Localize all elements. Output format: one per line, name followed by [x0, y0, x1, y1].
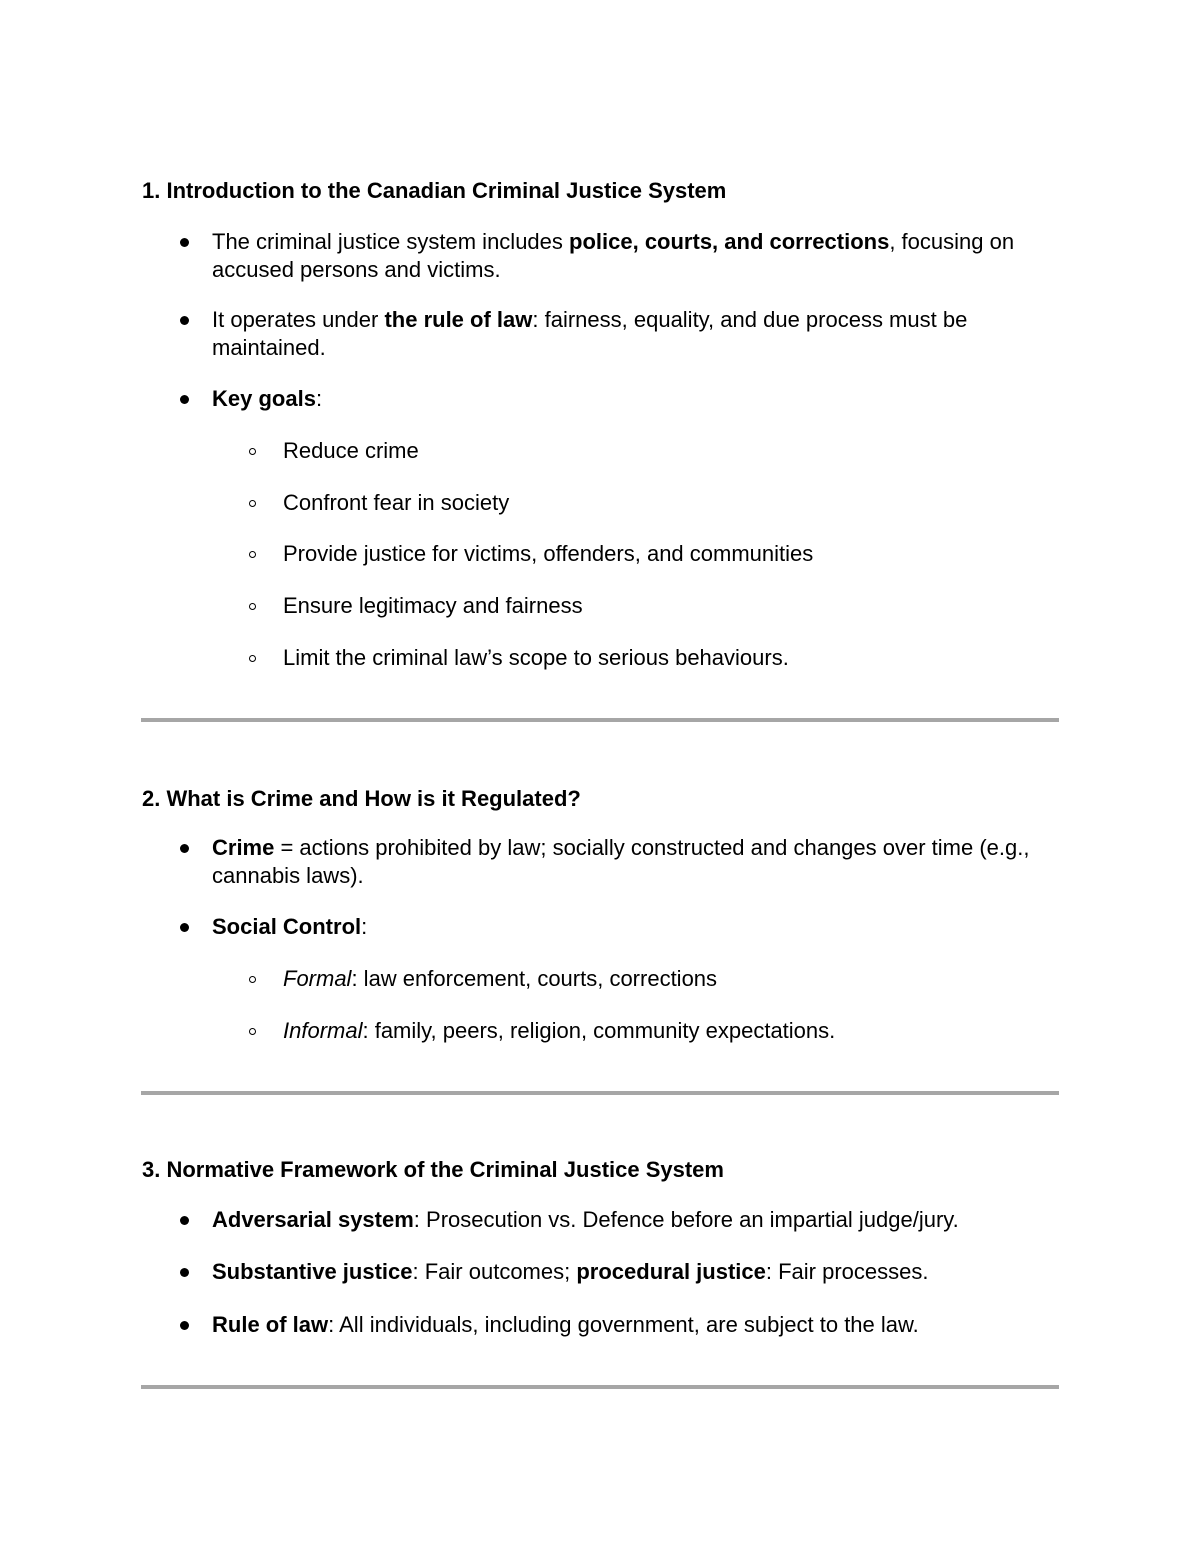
- bullet-icon: [180, 1268, 189, 1277]
- circle-bullet-icon: [249, 1028, 256, 1035]
- bullet-icon: [180, 844, 189, 853]
- sub-list-item: Informal: family, peers, religion, community expectations.: [283, 1018, 836, 1043]
- section-heading: 3. Normative Framework of the Criminal Justice System: [142, 1157, 724, 1182]
- list-item: Social Control:: [212, 914, 368, 939]
- list-item: Crime = actions prohibited by law; socially constructed and changes over time (e.g., cannabis laws).: [212, 835, 1030, 888]
- sub-list-item: Provide justice for victims, offenders, and communities: [283, 541, 814, 566]
- list-item: Rule of law: All individuals, including government, are subject to the law.: [212, 1312, 919, 1337]
- circle-bullet-icon: [249, 448, 256, 455]
- list-item: Substantive justice: Fair outcomes; procedural justice: Fair processes.: [212, 1259, 929, 1284]
- bullet-icon: [180, 923, 189, 932]
- circle-bullet-icon: [249, 976, 256, 983]
- circle-bullet-icon: [249, 603, 256, 610]
- list-item: Adversarial system: Prosecution vs. Defence before an impartial judge/jury.: [212, 1207, 959, 1232]
- section-heading: 2. What is Crime and How is it Regulated?: [142, 786, 581, 811]
- bullet-icon: [180, 395, 189, 404]
- bullet-icon: [180, 316, 189, 325]
- sub-list-item: Formal: law enforcement, courts, corrections: [283, 966, 718, 991]
- circle-bullet-icon: [249, 655, 256, 662]
- circle-bullet-icon: [249, 551, 256, 558]
- sub-list-item: Limit the criminal law’s scope to serious behaviours.: [283, 645, 789, 670]
- bullet-icon: [180, 238, 189, 247]
- horizontal-divider: [141, 1385, 1059, 1389]
- section-heading: 1. Introduction to the Canadian Criminal Justice System: [142, 178, 727, 203]
- bullet-icon: [180, 1321, 189, 1330]
- list-item: It operates under the rule of law: fairness, equality, and due process must be maintained.: [212, 307, 968, 360]
- sub-list-item: Ensure legitimacy and fairness: [283, 593, 583, 618]
- list-item: The criminal justice system includes police, courts, and corrections, focusing on accused persons and victims.: [212, 229, 1015, 282]
- sub-list-item: Confront fear in society: [283, 490, 510, 515]
- circle-bullet-icon: [249, 500, 256, 507]
- bullet-icon: [180, 1216, 189, 1225]
- sub-list-item: Reduce crime: [283, 438, 419, 463]
- horizontal-divider: [141, 1091, 1059, 1095]
- list-item: Key goals:: [212, 386, 323, 411]
- horizontal-divider: [141, 718, 1059, 722]
